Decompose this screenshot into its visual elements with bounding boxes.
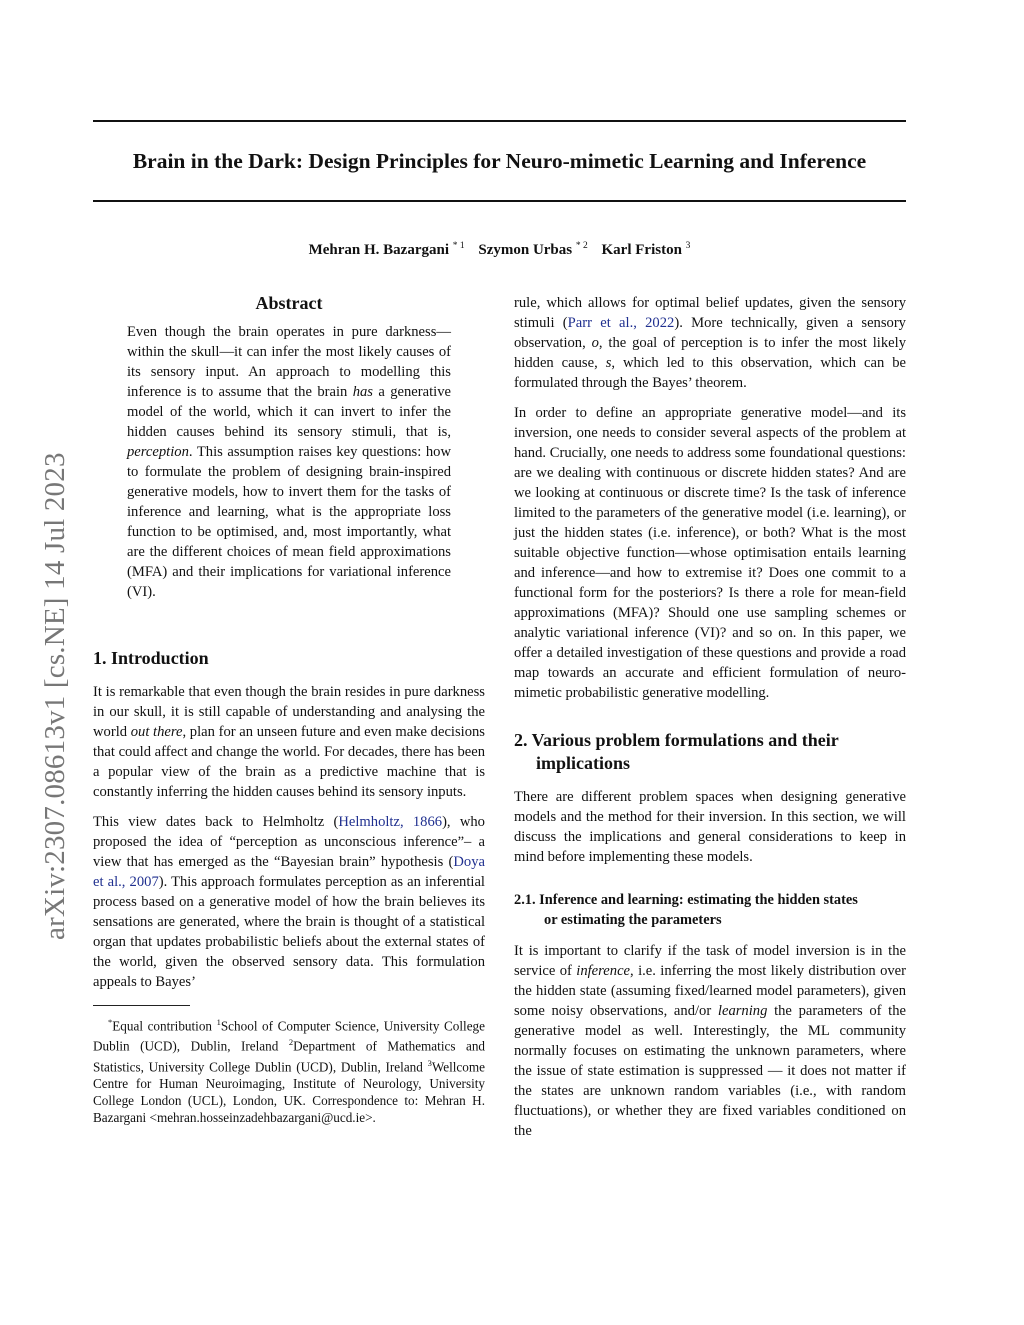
left-column: [93, 290, 485, 1126]
author-list: [93, 236, 906, 260]
intro-heading: 1. Introduction: [93, 648, 209, 668]
abstract-heading: Abstract: [255, 293, 323, 313]
right-paragraph-2: In order to define an appropriate generative model—and its inversion, one needs to consider several aspects of the problem at hand. Crucially, one needs to address some foundational questions: are we dealing with continuous or discrete hidden states? And are we looking at continuous or discrete time? Is the task of inference limited to the parameters of the generative model (i.e. learning), or just the hidden states (i.e. inference), or both? What is the most suitable objective function—whose optimisation entails learning and inference—and how to extremise it? Does one commit to a functional form for the posteriors? Is there a role for mean-field approximations (MFA)? Should one use sampling schemes or analytic variational inference (VI)? and so on. In this paper, we offer a detailed investigation of these questions and provide a road map towards an accurate and efficient formulation of neuro-mimetic probabilistic generative modelling.: [514, 405, 906, 701]
intro-paragraph-2: This view dates back to Helmholtz (Helmholtz, 1866), who proposed the idea of “perception as unconscious inference”– a view that has emerged as the “Bayesian brain” hypothesis (Doya et al., 2007). This approach formulates perception as an inferential process based on a generative model of how the brain believes its sensations are generated, where the brain is thought of a statistical organ that updates probabilistic beliefs about the external states of the world, given the observed sensory data. This formulation appeals to Bayes’: [93, 814, 485, 990]
author-3-mark: 3: [685, 241, 691, 251]
abstract-body: Even though the brain operates in pure darkness—within the skull—it can infer the most likely causes of its sensory input. An approach to modelling this inference is to assume that the brain has a generative model of the world, which it can invert to infer the hidden causes behind its sensory stimuli, that is, perception. This assumption raises key questions: how to formulate the problem of designing brain-inspired generative models, how to invert them for the tasks of inference and learning, what is the appropriate loss function to be optimised, and, most importantly, what are the different choices of mean field approximations (MFA) and their implications for variational inference (VI).: [127, 324, 451, 600]
author-2: [478, 242, 587, 258]
title-rule-top: [93, 120, 906, 122]
citation-parr[interactable]: Parr et al., 2022: [567, 315, 675, 331]
author-1: [309, 242, 465, 258]
arxiv-identifier: arXiv:2307.08613v1 [cs.NE] 14 Jul 2023: [39, 452, 71, 940]
footnote-rule: [93, 1005, 190, 1006]
right-paragraph-1: rule, which allows for optimal belief updates, given the sensory stimuli (Parr et al., 2022). More technically, given a sensory observation, o, the goal of perception is to infer the most likely hidden cause, s, which led to this observation, which can be formulated through the Bayes’ theorem.: [514, 295, 906, 391]
section-2-paragraph: There are different problem spaces when designing generative models and the method for their inversion. In this section, we will discuss the implications and general considerations to keep in mind before implementing these models.: [514, 789, 906, 865]
section-2-heading: 2. Various problem formulations and their implications: [514, 730, 839, 773]
affiliations-footnote: *Equal contribution $^1$School of Computer Science, University College Dublin (UCD), Dublin, Ireland $^2$Department of Mathematics and Statistics, University College Dublin (UCD), Dublin, Ireland $^3$Wellcome Centre for Human Neuroimaging, Institute of Neurology, University College London (UCL), London, UK. Correspondence to: Mehran H. Bazargani <mehran.hosseinzadehbazargani@ucd.ie>.: [93, 1017, 486, 1126]
author-1-mark: * 1: [452, 241, 465, 251]
intro-paragraph-1: It is remarkable that even though the brain resides in pure darkness in our skull, it is still capable of understanding and analysing the world out there, plan for an unseen future and even make decisions that could affect and change the world. For decades, there has been a popular view of the brain as a predictive machine that is constantly inferring the hidden causes behind its sensory inputs.: [93, 684, 485, 800]
author-2-name: Szymon Urbas: [478, 242, 573, 258]
title-rule-bottom: [93, 200, 906, 202]
author-2-mark: * 2: [575, 241, 588, 251]
author-1-name: Mehran H. Bazargani: [308, 242, 449, 258]
subsection-2-1-heading: 2.1. Inference and learning: estimating the hidden states or estimating the parameters: [514, 892, 858, 928]
subsection-2-1-paragraph: It is important to clarify if the task of model inversion is in the service of inference, i.e. inferring the most likely distribution over the hidden state (assuming fixed/learned model parameters), given some noisy observations, and/or learning the parameters of the generative model as well. Interestingly, the ML community normally focuses on estimating the unknown parameters, where the issue of state estimation is suppressed — it does not matter if the states are unknown random variables (i.e., with random fluctuations), or whether they are fixed variables conditioned on the: [514, 943, 907, 1139]
paper-title: Brain in the Dark: Design Principles for Neuro-mimetic Learning and Inference: [132, 149, 867, 173]
citation-doya[interactable]: Doya et al., 2007: [93, 854, 485, 890]
citation-helmholtz[interactable]: Helmholtz, 1866: [338, 814, 443, 830]
author-3: [602, 242, 691, 258]
right-column: [514, 293, 906, 1141]
author-3-name: Karl Friston: [601, 242, 682, 258]
